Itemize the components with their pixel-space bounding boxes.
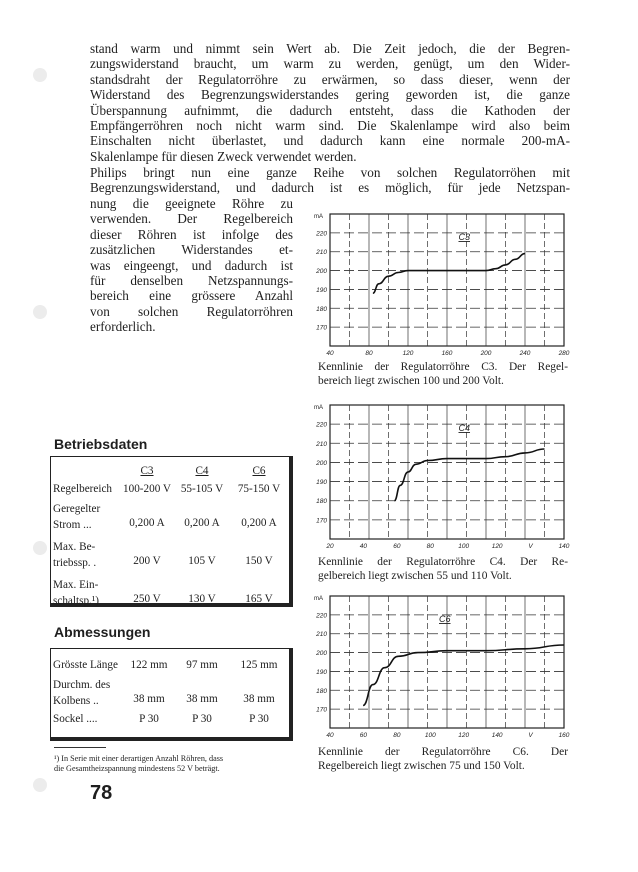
- cell-value: 105 V: [188, 555, 216, 567]
- chart-c4: [310, 399, 574, 553]
- column-header-c6: C6: [252, 465, 266, 477]
- y-tick-label: 200: [316, 650, 327, 658]
- punch-hole: [33, 541, 47, 555]
- y-tick-label: 180: [316, 687, 327, 695]
- footnote-line: ¹) In Serie mit einer derartigen Anzahl Röhren, dass: [54, 754, 224, 763]
- x-tick-label: 140: [558, 543, 570, 550]
- cell-value: 38 mm: [186, 693, 218, 705]
- page-number: 78: [90, 782, 113, 804]
- row-label: Grösste Länge: [53, 659, 118, 671]
- y-tick-label: 210: [316, 440, 327, 448]
- text-line: Begrenzungswiderstand, und dadurch ist es möglich, für jede Netzspan-: [90, 180, 570, 196]
- y-tick-label: 170: [316, 706, 327, 714]
- text-line: erforderlich.: [90, 319, 156, 335]
- y-tick-label: 200: [316, 268, 327, 276]
- cell-value: 0,200 A: [184, 517, 220, 529]
- caption-line: bereich liegt zwischen 100 und 200 Volt.: [318, 374, 504, 387]
- y-tick-label: 170: [316, 517, 327, 525]
- cell-value: 200 V: [133, 555, 161, 567]
- x-tick-label: V: [528, 732, 533, 739]
- y-tick-label: 190: [316, 668, 327, 676]
- row-label: Regelbereich: [53, 483, 113, 495]
- body-paragraph-2-narrow: [90, 196, 293, 335]
- text-line: was eingeengt, und dadurch ist: [90, 257, 293, 273]
- cell-value: 0,200 A: [241, 517, 277, 529]
- x-tick-label: 100: [458, 543, 470, 550]
- x-tick-label: 40: [359, 543, 368, 550]
- cell-value: 38 mm: [133, 693, 165, 705]
- caption-c3: [318, 361, 568, 388]
- x-tick-label: 120: [402, 350, 414, 357]
- cell-value: 97 mm: [186, 659, 218, 671]
- x-tick-label: 140: [491, 732, 503, 739]
- text-line: von solchen Regulatorröhren: [90, 303, 293, 319]
- series-line: [373, 254, 525, 294]
- row-label: Kolbens ..: [53, 695, 99, 707]
- y-tick-label: 180: [316, 305, 327, 313]
- text-line: stand warm und nimmt sein Wert ab. Die Zeit jedoch, die der Begren-: [90, 41, 570, 56]
- betriebsdaten-table: [53, 465, 289, 609]
- row-label: Durchm. des: [53, 679, 111, 691]
- footnote-line: die Gesamtheizspannung mindestens 52 V beträgt.: [54, 764, 220, 773]
- row-label: triebssp. .: [53, 557, 97, 569]
- table-row: [53, 709, 289, 725]
- punch-hole: [33, 778, 47, 792]
- x-tick-label: 80: [426, 543, 434, 550]
- text-line: Widerstand des Begrenzungswiderstandes gering geworden ist, die ganze: [90, 87, 570, 103]
- x-tick-label: 20: [326, 543, 334, 550]
- caption-c4: [318, 556, 568, 583]
- y-unit-label: mA: [314, 214, 323, 220]
- x-tick-label: 120: [491, 543, 503, 550]
- x-tick-label: 80: [393, 732, 401, 739]
- row-label: Sockel ....: [53, 713, 98, 725]
- footnote: [54, 754, 294, 774]
- series-line: [394, 449, 544, 501]
- y-tick-label: 190: [316, 286, 327, 294]
- caption-line: gelbereich liegt zwischen 55 und 110 Volt.: [318, 569, 512, 582]
- x-tick-label: 160: [558, 732, 570, 739]
- y-tick-label: 200: [316, 459, 327, 467]
- chart-c6: [310, 590, 574, 742]
- chart-c3: [310, 208, 574, 360]
- series-line: [363, 645, 564, 705]
- y-unit-label: mA: [314, 596, 323, 602]
- x-tick-label: 280: [558, 350, 570, 357]
- caption-line: Kennlinie der Regulatorröhre C6. Der: [318, 746, 568, 758]
- x-tick-label: 60: [359, 732, 368, 739]
- abmessungen-box: [50, 648, 293, 741]
- table-row: [53, 571, 289, 609]
- cell-value: 165 V: [245, 593, 273, 605]
- y-tick-label: 170: [316, 324, 327, 332]
- text-line: bereich eine grössere Anzahl: [90, 288, 293, 304]
- cell-value: 0,200 A: [129, 517, 165, 529]
- body-paragraph-2: [90, 165, 570, 196]
- cell-value: 55-105 V: [180, 483, 224, 495]
- cell-value: 250 V: [133, 593, 161, 605]
- table-row: [53, 533, 289, 571]
- cell-value: 75-150 V: [237, 483, 281, 495]
- cell-value: P 30: [249, 713, 269, 725]
- x-tick-label: 120: [458, 732, 470, 739]
- abmessungen-heading: Abmessungen: [54, 624, 151, 640]
- column-header-c3: C3: [140, 465, 154, 477]
- row-label: Strom ...: [53, 519, 92, 531]
- text-line: Überspannung aufnimmt, die dadurch entsteht, dass die Kathoden der: [90, 102, 570, 118]
- x-tick-label: 60: [393, 543, 401, 550]
- cell-value: 130 V: [188, 593, 216, 605]
- text-line: Skalenlampe für diesen Zweck verwendet werden.: [90, 148, 357, 164]
- cell-value: P 30: [192, 713, 212, 725]
- betriebsdaten-box: [50, 456, 293, 607]
- table-header-row: [53, 465, 289, 477]
- x-tick-label: 240: [519, 350, 531, 357]
- caption-line: Regelbereich liegt zwischen 75 und 150 Volt.: [318, 759, 525, 772]
- y-tick-label: 190: [316, 479, 327, 487]
- row-label: schaltsp.¹): [53, 595, 99, 607]
- y-tick-label: 220: [316, 421, 327, 429]
- column-header-c4: C4: [195, 465, 209, 477]
- footnote-rule: [54, 747, 106, 748]
- y-tick-label: 220: [316, 230, 327, 238]
- cell-value: 122 mm: [130, 659, 168, 671]
- text-line: für denselben Netzspannungs-: [90, 273, 293, 289]
- text-line: verwenden. Der Regelbereich: [90, 211, 293, 227]
- cell-value: 38 mm: [243, 693, 275, 705]
- table-row: [53, 477, 289, 495]
- caption-line: Kennlinie der Regulatorröhre C3. Der Regel-: [318, 361, 568, 373]
- text-line: dieser Röhren ist infolge des: [90, 226, 293, 242]
- betriebsdaten-heading: Betriebsdaten: [54, 436, 148, 452]
- text-line: nung die geeignete Röhre zu: [90, 196, 293, 211]
- y-unit-label: mA: [314, 405, 323, 411]
- punch-hole: [33, 68, 47, 82]
- y-tick-label: 180: [316, 498, 327, 506]
- caption-line: Kennlinie der Regulatorröhre C4. Der Re-: [318, 556, 568, 568]
- text-line: zungswiderstand braucht, um warm zu werden, genügt, um den Wider-: [90, 56, 570, 72]
- abmessungen-table: [53, 659, 289, 725]
- text-line: Einschalten nicht überlastet, und dadurch kann eine normale 200-mA-: [90, 133, 570, 149]
- y-tick-label: 220: [316, 612, 327, 620]
- cell-value: 100-200 V: [123, 483, 171, 495]
- series-label: C6: [439, 614, 451, 624]
- y-tick-label: 210: [316, 249, 327, 257]
- x-tick-label: 200: [480, 350, 492, 357]
- text-line: standsdraht der Regulatorröhre zu erwärmen, so dass dieser, wenn der: [90, 71, 570, 87]
- x-tick-label: 100: [424, 732, 436, 739]
- x-tick-label: 80: [365, 350, 373, 357]
- x-tick-label: V: [528, 543, 533, 550]
- text-line: Philips bringt nun eine ganze Reihe von solchen Regulatorröhen mit: [90, 165, 570, 180]
- cell-value: P 30: [139, 713, 159, 725]
- x-tick-label: 160: [441, 350, 453, 357]
- series-label: C4: [458, 423, 471, 433]
- y-tick-label: 210: [316, 631, 327, 639]
- series-label: C3: [458, 232, 471, 242]
- body-paragraph-1: [90, 41, 570, 164]
- table-row: [53, 495, 289, 533]
- row-label: Geregelter: [53, 503, 101, 515]
- text-line: Empfängerröhren noch nicht warm sind. Die Skalenlampe wird also beim: [90, 118, 570, 134]
- table-row: [53, 659, 289, 671]
- row-label: Max. Ein-: [53, 579, 99, 591]
- text-line: zusätzlichen Widerstandes et-: [90, 242, 293, 258]
- cell-value: 125 mm: [240, 659, 278, 671]
- caption-c6: [318, 746, 568, 773]
- x-tick-label: 40: [326, 732, 334, 739]
- cell-value: 150 V: [245, 555, 273, 567]
- punch-hole: [33, 305, 47, 319]
- table-row: [53, 671, 289, 709]
- row-label: Max. Be-: [53, 541, 96, 553]
- x-tick-label: 40: [326, 350, 334, 357]
